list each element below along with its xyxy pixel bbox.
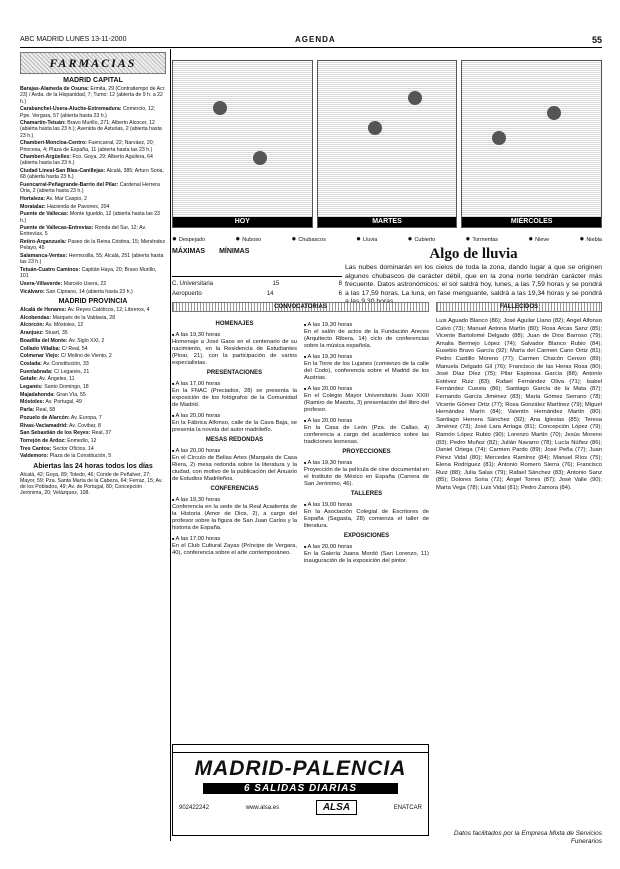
event-time: ■ A las 19,30 horas [172,331,297,339]
event-time: ■ A las 19,30 horas [304,321,429,329]
pharmacy-zone: Usera-Villaverde: [20,280,63,287]
weather-title: Algo de lluvia [429,246,518,262]
event-description: En el Club Cultural Zayas (Príncipe de Vergara, 40), conferencia sobre el arte contemporáneo. [172,543,297,556]
pharmacy-entry [20,415,166,421]
pharmacy-address: Cardenal Herrera Oria, 2 (abierta hasta 23 h.) [20,182,160,195]
event-time: ■ A las 17,00 horas [172,535,297,543]
pharmacy-zone: San Sebastián de los Reyes: [20,430,91,437]
pharmacies-banner: FARMACIAS [20,52,166,74]
event-category: TALLERES [350,491,383,497]
pharmacy-entry [20,430,166,436]
bus-advertisement[interactable] [172,744,429,836]
event-category: PRESENTACIONES [206,370,263,376]
pharmacy-zone: Getafe: [20,376,38,383]
event-description: En el Colegio Mayor Universitario Juan XXIII (Ramiro de Maeztu, 3) presentación del libro del profesor. [304,393,429,413]
pharmacy-address: Comercio, 12; Ppe. Vergara, 57 (abierta hasta 23 h.) [20,106,156,119]
pharmacies-column [20,52,166,498]
pharmacy-zone: Salamanca-Ventas: [20,253,68,260]
obituaries: Luis Aguado Blanco (86); José Aguilar Llano (82); Angel Alfonso Calvo (73); Manuel Antona Martín (80); Rosa Arcas Sanz (85); Vicente Bartolomé Delgado (88); Juan de Dios Barroso (79); Amalia Bermejo López (74); Salvador Blanco Rubio (84); Eusebio Bravo García (92); María del Carmen Cano Ortiz (81); Pedro Castillo Moreno (77); Carmen Chacón Cerezo (89); Manuela Delgado Gil (76); Francisco de las Heras Rosa (80); José Díaz Díez (75); Pilar Espinosa García (88); Antonio Estévez Ruiz (83); Rafael Fernández Oliva (71); Isabel Fernández Cuesta (86); Santiago García de la Mata (87); Fernando García Jiménez (83); María Gómez Serrano (78); Vicente Gómez Ortiz (77); Rosa González Martínez (79); Miguel Hernández Marín (84); Valentín Hernández Martín (80); Santiago Herrera Sánchez (92); Ana Iglesias (85); Teresa Jiménez (73); José Lara Arriaga (81); Concepción López (79); Ramón López Rubio (90); Lorenzo Martín (70); Jesús Moreno (83); Pedro Muñoz (82); Julián Navarro (78); Lucía Núñez (86); Daniel Ortega (74); Carmen Pardo (89); José Peña (77); Juan Pérez Vidal (80); Mercedes Ramírez (84); Manuel Ríos (75); Elena Rodríguez (81); Antonio Romero Sierra (76); Francisco Ruiz (88); Julia Salas (79); Rafael Sánchez (83); Antonio Sanz (85); Dolores Soria (72); Ángel Torres (87); José Valle (90); Marta Vega (78); Luis Vidal (81); Pedro Zamora (84). [436,318,602,492]
pharmacy-zone: Chamartín-Tetuán: [20,120,66,127]
alsa-logo: ALSA [316,800,357,815]
pharmacy-address: Hermosilla, 55; Alcalá, 251 (abierta hasta las 23 h.) [20,253,164,266]
ad-web[interactable]: www.alsa.es [245,804,280,811]
capital-title: MADRID CAPITAL [63,77,123,84]
pharmacy-address: Av. Constitución, 33 [43,360,89,367]
pharmacy-address: Monte Igueldo, 12 (abierta hasta las 23 h.) [20,211,160,224]
pharmacy-address: Fco. Goya, 29; Alberto Aguilera, 64 (abierta hasta las 23 h.) [20,154,153,167]
legend-item: ● Nuboso [235,234,261,243]
pharmacy-address: San Cipriano, 14 (abierta hasta 23 h.) [46,288,133,295]
event-description: En la Galería Juana Mordó (San Lorenzo, 11) inauguración de la exposición del pintor. [304,551,429,564]
pharmacy-entry [20,423,166,429]
fallecidos-bar: FALLECIDOS [436,302,602,312]
pharmacy-entry [20,330,166,336]
pharmacy-zone: Puente de Vallecas-Entrevías: [20,225,94,232]
min-title: MÍNIMAS [219,248,250,255]
page-header [20,36,602,46]
legend-item: ● Cubierto [408,234,436,243]
pharmacy-address: Av. Portugal, 49 [45,399,82,406]
map-label: MIÉRCOLES [462,217,601,227]
pharmacy-address: Capitán Haya, 20; Bravo Murillo, 101 [20,266,157,280]
pharmacy-entry [20,225,166,237]
pharmacy-zone: Alcalá de Henares: [20,307,67,313]
capital-list [20,86,166,295]
pharmacy-entry [20,154,166,166]
pharmacy-entry [20,140,166,152]
pharmacy-address: Av. Covibar, 8 [69,422,101,429]
sun-icon [253,151,267,165]
pharmacy-entry [20,392,166,398]
pharmacy-entry [20,182,166,194]
legend-item: ● Tormentas [466,234,499,243]
column-divider [170,49,171,841]
pharmacy-address: Marcelo Usera, 22 [63,280,107,287]
event-description: En la Fábrica Alfonso, calle de la Cava Baja, se presenta la novela del autor madrileño. [172,420,297,433]
pharmacy-address: C/ Leganés, 21 [54,368,90,375]
pharmacy-entry [20,438,166,444]
convocatorias-bar: CONVOCATORIAS [172,302,429,312]
pharmacy-entry [20,399,166,405]
rain-icon [368,121,382,135]
pharmacy-entry [20,353,166,359]
pharmacy-address: Av. Europa, 7 [70,414,102,421]
event-category: HOMENAJES [215,321,254,327]
pharmacy-zone: Carabanchel-Usera-Aluche-Extremadura: [20,106,122,113]
pharmacy-entry [20,453,166,459]
pharmacy-zone: Alcorcón: [20,322,45,329]
partner-logo: ENATCAR [393,804,422,811]
event-time: ■ A las 20,00 horas [172,412,297,420]
pharmacy-address: Av. Ángeles, 11 [39,376,75,383]
pharmacy-entry [20,384,166,390]
pharmacy-address: Enmedio, 12 [67,437,97,444]
cloud-icon [408,91,422,105]
pharmacy-entry [20,307,166,313]
issue-date: ABC MADRID LUNES 13-11-2000 [20,36,127,43]
temp-graph [172,257,342,277]
pharmacy-zone: Torrejón de Ardoz: [20,437,66,444]
pharmacy-entry [20,315,166,321]
pharmacy-entry [20,239,166,251]
events-column-2 [304,318,429,566]
abiertas-title: Abiertas las 24 horas todos los días [33,462,153,470]
pharmacy-entry [20,106,166,118]
pharmacy-zone: Coslada: [20,360,42,367]
event-description: En el salón de actos de la Fundación Areces (Arquitecto Ribera, 14) ciclo de conferencias sobre la música española. [304,329,429,349]
pharmacy-entry [20,120,166,139]
map-wednesday [461,60,602,228]
event-category: PROYECCIONES [342,449,391,455]
pharmacy-zone: Rivas-Vaciamadrid: [20,422,68,429]
ad-phone: 902422242 [179,804,210,811]
pharmacy-address: Stuart, 35 [45,330,68,337]
event-time: ■ A las 20,00 horas [172,447,297,455]
pharmacy-entry [20,346,166,352]
pharmacy-address: Av. Siglo XXI, 2 [68,337,105,344]
events-column-1 [172,318,297,558]
event-description: En la Casa de León (Pza. de Callao, 4) conferencia a cargo del académico sobre las tradiciones leonesas. [304,425,429,445]
temperatures [172,248,342,297]
pharmacy-zone: Fuenlabrada: [20,368,53,375]
pharmacy-address: Hacienda de Pavones, 204 [47,203,110,210]
weather-maps [172,60,602,228]
pharmacy-zone: Chamberí-Moncloa-Centro: [20,140,87,147]
map-tuesday [317,60,458,228]
pharmacy-address: Av. Móstoles, 12 [45,322,84,329]
pharmacy-address: Paseo de la Reina Cristina, 15; Menéndez Pelayo, 45 [20,239,166,252]
pharmacy-entry [20,211,166,223]
station-name: C. Universitaria [172,281,214,287]
pharmacy-zone: Móstoles: [20,399,45,406]
pharmacy-entry [20,369,166,375]
legend-item: ● Lluvia [356,234,377,243]
pharmacy-address: C/ Molino de Viento, 2 [60,353,112,360]
pharmacy-address: Real, 58 [35,407,56,414]
legend-item: ● Niebla [579,234,601,243]
ad-subtitle: 6 SALIDAS DIARIAS [203,783,398,794]
pharmacy-entry [20,86,166,105]
station-min: 8 [338,281,342,287]
pharmacy-zone: Colmenar Viejo: [20,353,60,360]
legend-item: ● Chubascos [291,234,325,243]
provincia-title: MADRID PROVINCIA [58,297,128,305]
pharmacy-zone: Parla: [20,407,35,414]
pharmacy-address: Plaza de la Constitución, 5 [49,453,112,460]
pharmacy-zone: Hortaleza: [20,195,46,202]
event-time: ■ A las 20,00 horas [304,543,429,551]
ad-top-band [173,745,428,753]
pharmacy-entry [20,281,166,287]
max-title: MÁXIMAS [172,248,206,255]
pharmacy-zone: Boadilla del Monte: [20,337,68,344]
pharmacy-entry [20,361,166,367]
event-time: ■ A las 20,00 horas [304,385,429,393]
pharmacy-address: Gran Vía, 55 [56,391,86,398]
pharmacy-zone: Majadahonda: [20,391,55,398]
provincia-list [20,307,166,460]
cloud-icon [213,101,227,115]
pharmacy-zone: Moratalaz: [20,203,46,210]
pharmacy-zone: Ciudad Lineal-San Blas-Canillejas: [20,168,106,175]
map-today [172,60,313,228]
pharmacy-zone: Tres Cantos: [20,445,52,452]
header-rule [20,47,602,48]
event-time: ■ A las 19,30 horas [172,496,297,504]
event-category: EXPOSICIONES [343,533,390,539]
pharmacy-entry [20,376,166,382]
event-description: Conferencia en la sede de la Real Academia de la Historia (Amor de Dios, 2), a cargo del profesor sobre la figura de San Juan Carlos y la historia de España. [172,504,297,531]
pharmacy-zone: Collado Villalba: [20,345,61,352]
event-description: Homenaje a José Gaos en el centenario de su nacimiento, en la Residencia de Estudiantes (Pinar, 21), con la participación de varios especialistas. [172,339,297,366]
pharmacy-zone: Vicálvaro: [20,288,45,295]
event-time: ■ A las 20,00 horas [304,417,429,425]
pharmacy-entry [20,267,166,279]
station-max: 15 [272,281,280,287]
station-min: 6 [338,291,342,297]
pharmacy-entry [20,407,166,413]
cloud-icon [492,131,506,145]
pharmacy-zone: Leganés: [20,384,43,391]
event-description: En la FNAC (Preciados, 28) se presenta la exposición de los fotógrafos de la Comunidad de Madrid. [172,388,297,408]
event-time: ■ A las 19,30 horas [304,353,429,361]
pharmacy-zone: Tetuán-Cuatro Caminos: [20,266,81,273]
obituaries-credit: Datos facilitados por la Empresa Mixta de Servicios Funerarios [453,830,602,845]
pharmacy-address: Ronda del Sur, 12; Av. Entrevías, 5 [20,225,147,238]
pharmacy-zone: Alcobendas: [20,314,52,321]
section-title: AGENDA [295,35,336,44]
pharmacy-zone: Valdemoro: [20,453,49,460]
map-label: MARTES [318,217,457,227]
legend-item: ● Nieve [528,234,549,243]
pharmacy-address: Alcalá, 385; Arturo Soria, 68 (abierta hasta 23 h.) [20,168,164,181]
pharmacy-address: Real, 37 [91,430,112,437]
pharmacy-address: Sector Oficios, 14 [52,445,94,452]
pharmacy-zone: Barajas-Alameda de Osuna: [20,86,89,93]
station-max: 14 [266,291,274,297]
pharmacy-zone: Aranjuez: [20,330,44,337]
abiertas-text: Alcalá, 42; Goya, 89; Toledo, 46; Conde de Peñalver, 27; Mayor, 59; Pza. Santa María de la Cabeza, 64; Ferraz, 15; Av. de los Poblados, 49; Av. de Portugal, 80; Concepción Jerónima, 20; Velázquez, 108. [20,471,163,497]
event-description: Proyección de la película de cine documental en el Instituto de México en España (Carrera de San Jerónimo, 46). [304,467,429,487]
pharmacy-entry [20,338,166,344]
pharmacy-address: Ermita, 29 (Contratiempo de Acr. 23) / Avda. de la Hispanidad, 7; Tumo: 12 (abierta de 9 h. a 22 h.) [20,86,166,105]
page-number: 55 [591,35,602,45]
pharmacy-entry [20,253,166,265]
pharmacy-zone: Pozuelo de Alarcón: [20,414,70,421]
station-name: Aeropuerto [172,291,202,297]
event-time: ■ A las 19,00 horas [304,501,429,509]
event-description: En el Círculo de Bellas Artes (Marqués de Casa Riera, 2) mesa redonda sobre la literatura y la ciudad, con motivo de la publicación del Anuario de Estudios Madrileños. [172,455,297,482]
station-row [172,281,342,287]
pharmacy-address: Av. Reyes Católicos, 12; Libreros, 4 [67,307,150,313]
weather-text: Las nubes dominarán en los cielos de toda la zona, dando lugar a que se originen algunos chubascos de carácter débil, que en la zona norte tendrán carácter más frecuente. Datos astronómicos: el sol saldrá hoy, lunes, a las 7,59 horas y se pondrá a las 17,59 horas. La luna, en fase menguante, saldrá a las 19,34 horas y se pondrá [345,264,602,297]
pharmacy-entry [20,204,166,210]
event-category: MESAS REDONDAS [205,437,264,443]
pharmacy-entry [20,446,166,452]
pharmacy-entry [20,289,166,295]
pharmacy-address: Marqués de la Valdavia, 28 [52,314,116,321]
pharmacy-zone: Chamberí-Argüelles: [20,154,72,161]
event-description: En la Asociación Colegial de Escritores de España (Sagasta, 28) comienza el taller de literatura. [304,509,429,529]
pharmacy-address: C/ Real, 54 [61,345,88,352]
legend-item: ● Despejado [172,234,205,243]
ad-title: MADRID-PALENCIA [194,757,407,780]
map-label: HOY [173,217,312,227]
rain-icon [547,106,561,120]
pharmacy-zone: Puente de Vallecas: [20,211,69,218]
ad-footer [173,796,428,819]
pharmacy-address: Av. Mar Caspio, 2 [46,195,87,202]
pharmacy-entry [20,196,166,202]
pharmacy-address: Fuencarral, 22; Narváez, 20; Princesa, 4; Plaza de España, 11 (abierta hasta las 23 h.) [20,140,155,153]
event-time: ■ A las 17,00 horas [172,380,297,388]
pharmacy-zone: Retiro-Arganzuela: [20,239,67,246]
event-category: CONFERENCIAS [210,486,259,492]
pharmacy-zone: Fuencarral-Peñagrande-Barrio del Pilar: [20,182,119,189]
weather-legend [172,232,602,244]
event-time: ■ A las 19,30 horas [304,459,429,467]
pharmacy-address: Santo Domingo, 18 [44,384,89,391]
pharmacy-entry [20,322,166,328]
station-row [172,291,342,297]
pharmacy-entry [20,168,166,180]
pharmacy-address: Bravo Murillo, 271; Alberto Alcocer, 12 (abierta hasta las 23 h.); Avenida de Asturias, 2 (abierta hasta 23 h.) [20,120,162,139]
event-description: En la Torre de los Lujanes (comienzo de la calle del Codo), conferencia sobre el Madrid de los Austrias. [304,361,429,381]
